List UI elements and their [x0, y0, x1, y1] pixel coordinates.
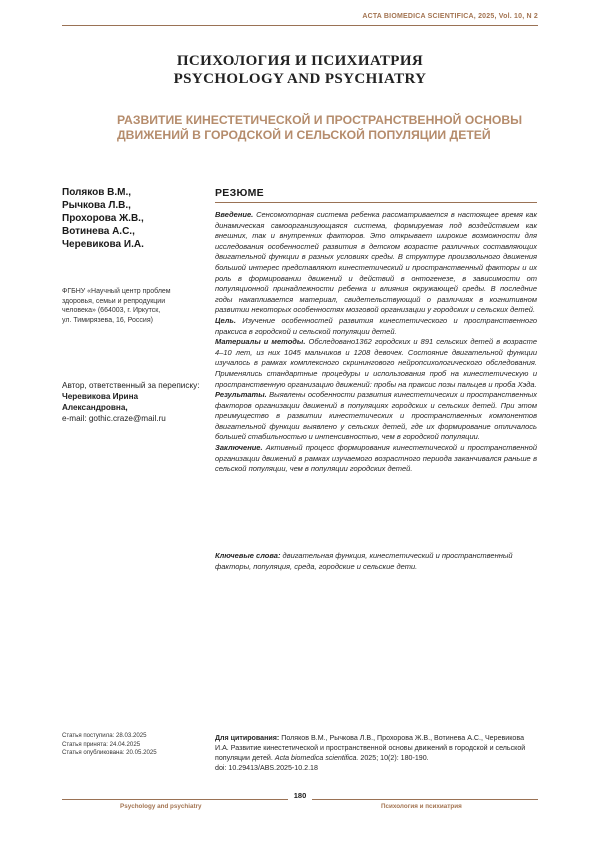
abstract-intro: Введение. Сенсомоторная система ребенка рассматривается в настоящее время как динамическая самоорганизующаяся система, формируемая под воздействием как внешних, так и внутренних факторов. Это открывает широкие возможности для исследования особенностей развития в детском возрасте различных составляющих двигательной функции в разных условиях среды. В структуре произвольного движения большой интерес представляют кинестетический и пространственный факторы и их роль в формировании движений и действий в онтогенезе, в зависимости от популяционной принадлежности ребенка и влияния окружающей среды. В последние годы накапливается материал, свидетельствующий о различиях в когнитивном развитии некоторых особенностях мозговой организации у городских и сельских детей.: [215, 210, 537, 316]
abstract-results: Результаты. Выявлены особенности развития кинестетических и пространственных факторов организации движений в популяциях городских и сельских детей. При этом преимущество в развитии кинестетических и пространственных компонентов двигательной функции выявлено у сельских детей, где их формирование отличалось большей стабильностью и интенсивностью, чем в городской популяции.: [215, 390, 537, 443]
correspondence-name: Александровна,: [62, 402, 212, 413]
footer-section-ru: Психология и психиатрия: [381, 803, 462, 810]
correspondence-email[interactable]: e-mail: gothic.craze@mail.ru: [62, 413, 212, 424]
section-title-ru: ПСИХОЛОГИЯ И ПСИХИАТРИЯ: [0, 53, 600, 70]
keywords: Ключевые слова: двигательная функция, кинестетический и пространственный факторы, популяция, среда, городские и сельские дети.: [215, 551, 537, 572]
author-list: [62, 186, 196, 251]
correspondence-label: Автор, ответственный за переписку:: [62, 380, 212, 391]
header-divider: [62, 25, 538, 26]
date-accepted: Статья принята: 24.04.2025: [62, 741, 196, 750]
article-title-line: РАЗВИТИЕ КИНЕСТЕТИЧЕСКОЙ И ПРОСТРАНСТВЕННОЙ ОСНОВЫ: [117, 113, 537, 128]
abstract-methods: Материалы и методы. Обследовано1362 городских и 891 сельских детей в возрасте 4–10 лет, из них 1045 мальчиков и 1208 девочек. Состояние двигательной функции изучалось в рамках комплексного скринингового нейропсихологического обследования. Применялись стандартные процедуры и использования проб на кинестетическую и пространственную организацию движений: пробы на праксис позы пальцев и проба Хэда.: [215, 337, 537, 390]
abstract-conclusion: Заключение. Активный процесс формирования кинестетической и пространственной организации движений в рамках изучаемого возрастного периода заканчивался раньше в сельской популяции, чем в популяции городских детей.: [215, 443, 537, 475]
journal-header: ACTA BIOMEDICA SCIENTIFICA, 2025, Vol. 10, N 2: [362, 13, 538, 20]
correspondence-name: Черевикова Ирина: [62, 391, 212, 402]
abstract-heading: РЕЗЮМЕ: [215, 187, 537, 199]
citation: Для цитирования: Поляков В.М., Рычкова Л.В., Прохорова Ж.В., Вотинева А.С., Черевикова И.А. Развитие кинестетической и пространственной основы движений в городской и сельской популяции детей. Acta biomedica scientifica. 2025; 10(2): 180-190. doi: 10.29413/ABS.2025-10.2.18: [215, 733, 537, 773]
article-dates: [62, 732, 196, 758]
affiliation-line: ФГБНУ «Научный центр проблем: [62, 287, 196, 297]
affiliation-line: человека» (664003, г. Иркутск,: [62, 306, 196, 316]
footer-section-en: Psychology and psychiatry: [120, 803, 202, 810]
abstract-divider: [215, 202, 537, 203]
author-name: Рычкова Л.В.,: [62, 199, 196, 212]
citation-doi[interactable]: doi: 10.29413/ABS.2025-10.2.18: [215, 763, 537, 773]
affiliation-line: здоровья, семьи и репродукции: [62, 297, 196, 307]
author-name: Прохорова Ж.В.,: [62, 212, 196, 225]
page-number: 180: [0, 791, 600, 800]
author-name: Вотинева А.С.,: [62, 225, 196, 238]
affiliation: [62, 287, 196, 325]
correspondence: [62, 380, 212, 424]
date-published: Статья опубликована: 20.05.2025: [62, 749, 196, 758]
author-name: Черевикова И.А.: [62, 238, 196, 251]
author-name: Поляков В.М.,: [62, 186, 196, 199]
article-title: [117, 113, 537, 143]
section-title-en: PSYCHOLOGY AND PSYCHIATRY: [0, 71, 600, 88]
date-received: Статья поступила: 28.03.2025: [62, 732, 196, 741]
abstract-aim: Цель. Изучение особенностей развития кинестетического и пространственного праксиса в городской и сельской популяции детей.: [215, 316, 537, 337]
affiliation-line: ул. Тимирязева, 16, Россия): [62, 316, 196, 326]
article-title-line: ДВИЖЕНИЙ В ГОРОДСКОЙ И СЕЛЬСКОЙ ПОПУЛЯЦИИ ДЕТЕЙ: [117, 128, 537, 143]
abstract-body: [215, 210, 537, 475]
